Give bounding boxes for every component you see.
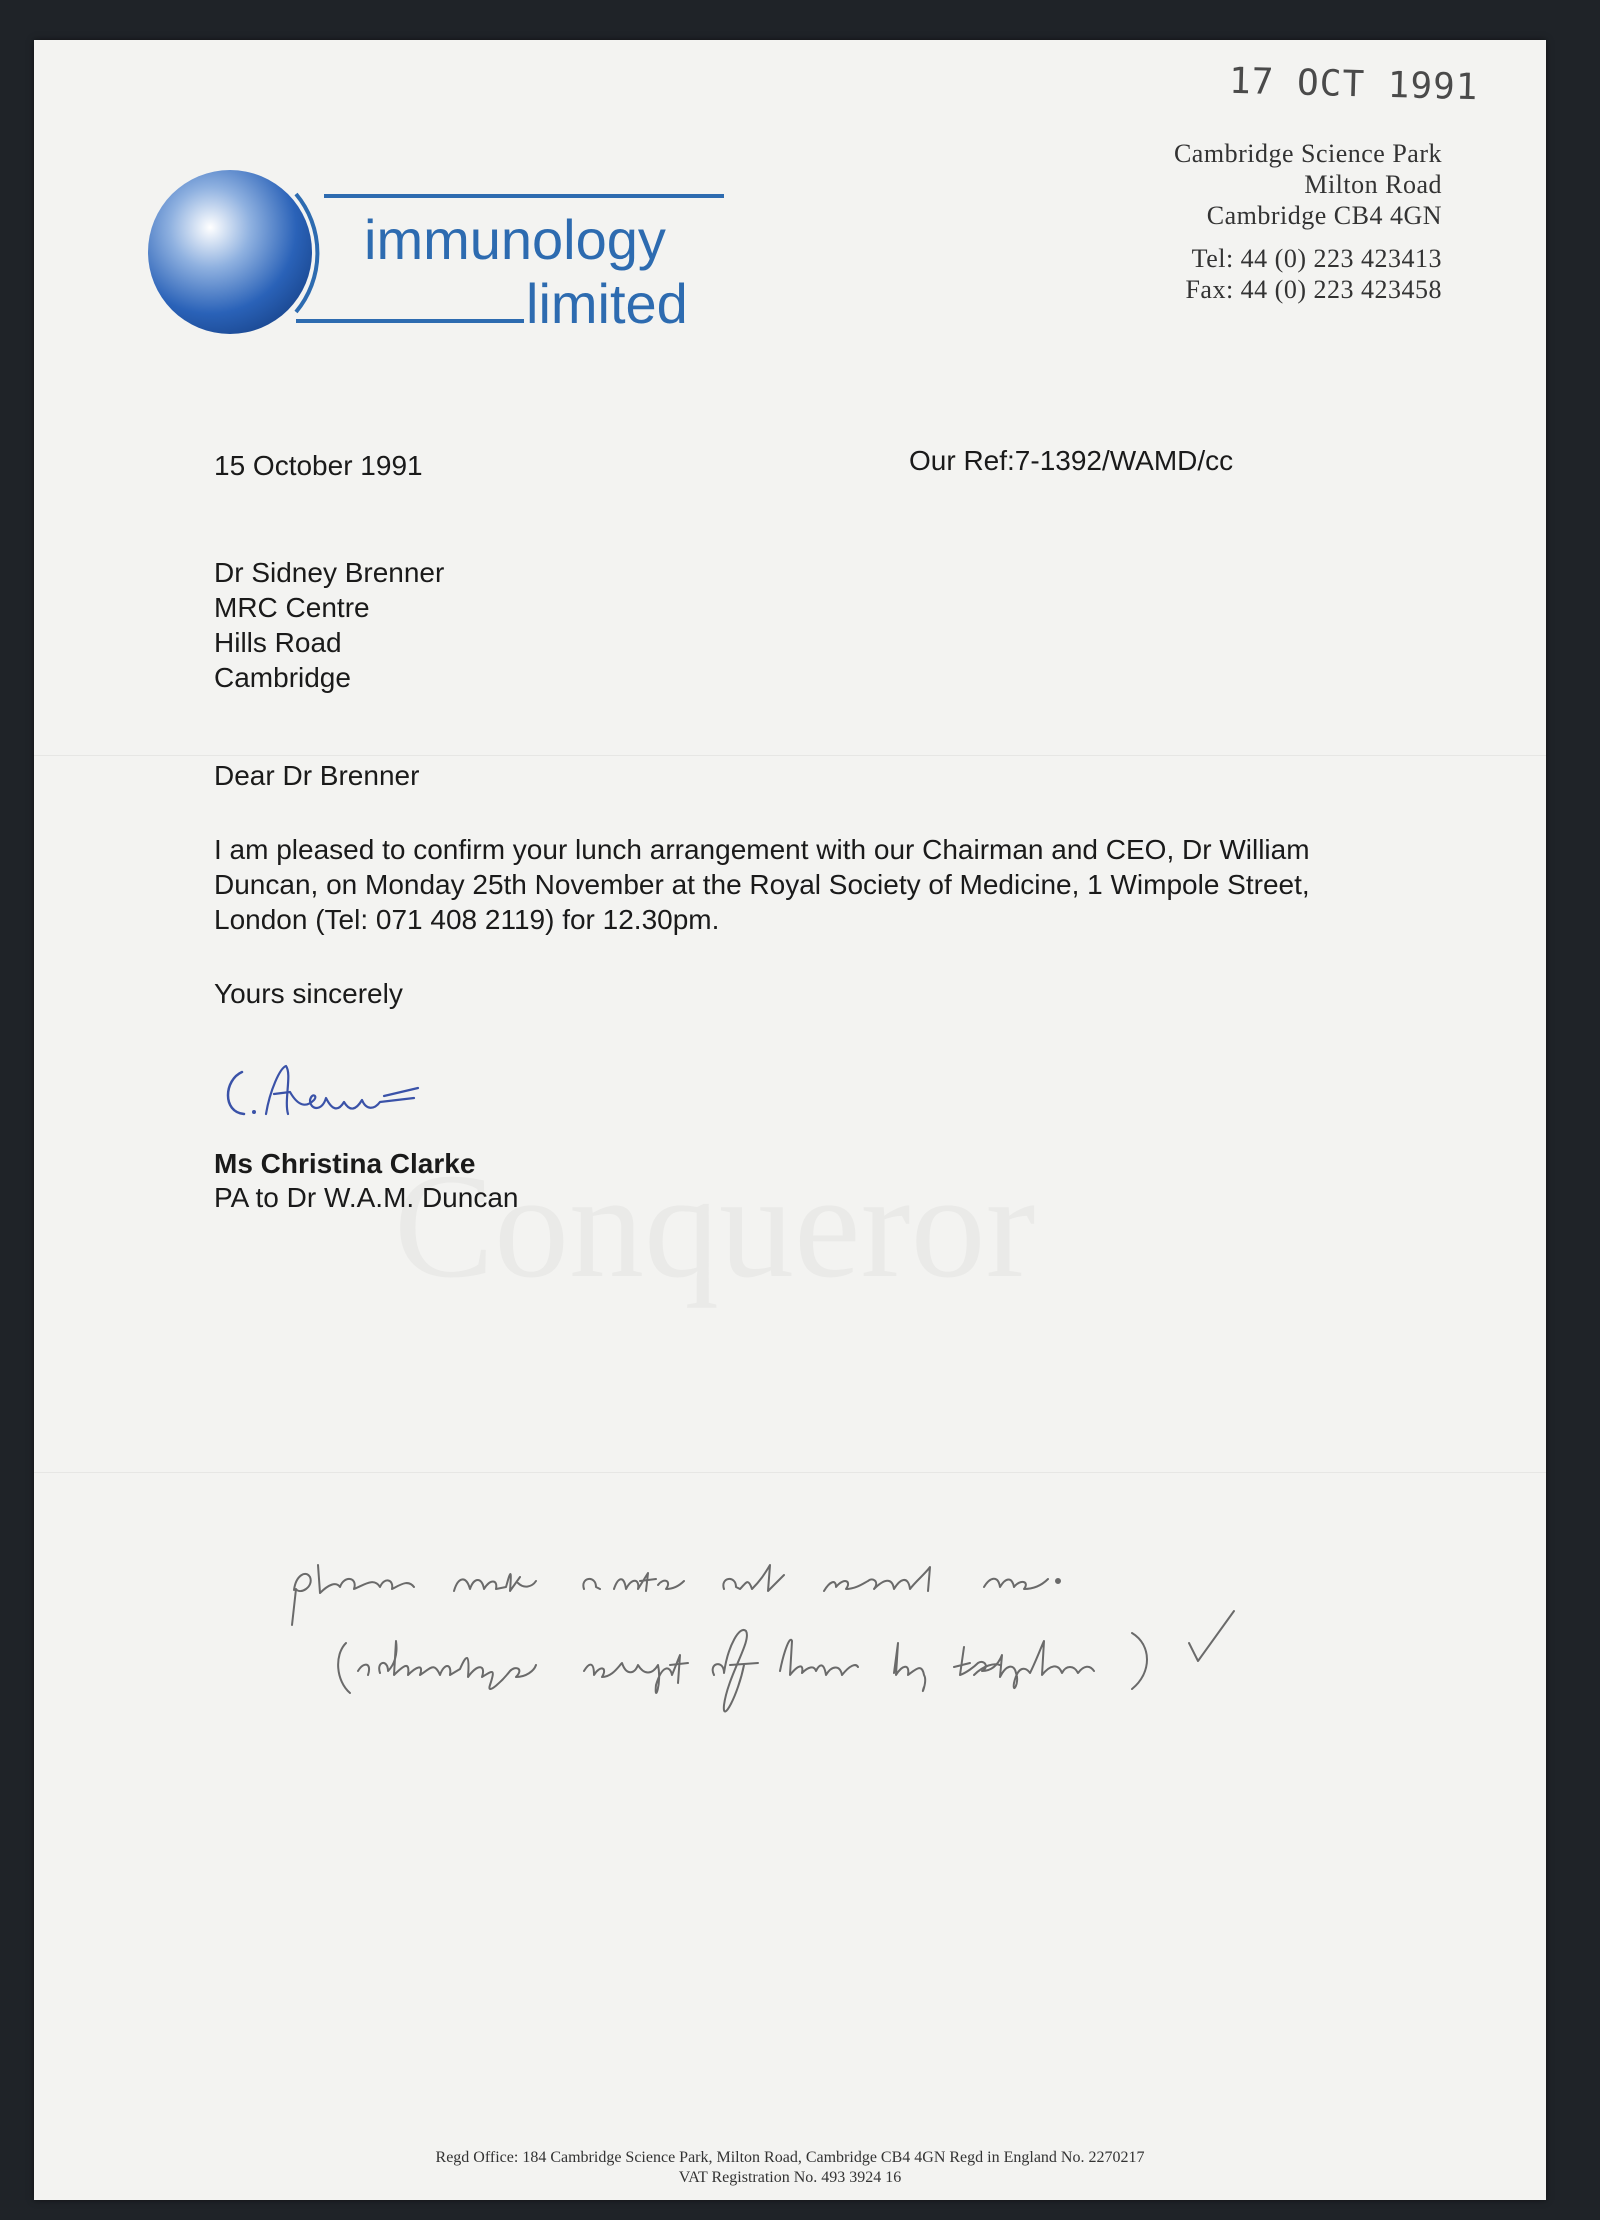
- address-line: Milton Road: [1304, 170, 1442, 199]
- note-line: [300, 1515, 319, 1516]
- recipient-address: [214, 555, 444, 695]
- footer-registration: [34, 2148, 1546, 2188]
- footer-line: VAT Registration No. 493 3924 16: [678, 2169, 902, 2186]
- closing: Yours sincerely: [214, 978, 403, 1009]
- letterhead-address: [842, 138, 1442, 305]
- company-logo: [146, 144, 726, 364]
- fold-line: [34, 1472, 1546, 1473]
- letter-body: I am pleased to confirm your lunch arrangement with our Chairman and CEO, Dr William Duncan, on Monday 25th November at the Royal Society of Medicine, 1 Wimpole Street, London (Tel: 071 408 2119) for 12.30pm.: [214, 834, 1310, 935]
- recipient-line: Cambridge: [214, 662, 351, 693]
- reference-number: Our Ref:7-1392/WAMD/cc: [909, 445, 1234, 476]
- letter-page: [34, 40, 1546, 2200]
- handwritten-annotation: [284, 1515, 1484, 1725]
- handwritten-signature: [214, 1050, 494, 1130]
- address-line: Cambridge Science Park: [1173, 139, 1442, 168]
- salutation: Dear Dr Brenner: [214, 760, 420, 791]
- recipient-line: Hills Road: [214, 627, 342, 658]
- signer-name: Ms Christina Clarke: [214, 1148, 476, 1179]
- recipient-line: MRC Centre: [214, 592, 370, 623]
- paper-watermark: [394, 1140, 1036, 1312]
- fold-line: [34, 755, 1546, 756]
- logo-wordmark-immunology: immunology: [364, 208, 666, 271]
- signer-title: PA to Dr W.A.M. Duncan: [214, 1182, 519, 1213]
- recipient-line: Dr Sidney Brenner: [214, 557, 445, 588]
- fax-number: Fax: 44 (0) 223 423458: [1185, 275, 1442, 304]
- footer-line: Regd Office: 184 Cambridge Science Park, Milton Road, Cambridge CB4 4GN Regd in England No. 2270217: [435, 2149, 1145, 2166]
- date-received-stamp: 17 OCT 1991: [1228, 60, 1479, 109]
- telephone-number: Tel: 44 (0) 223 423413: [1191, 244, 1442, 273]
- letter-date: 15 October 1991: [214, 450, 423, 481]
- note-line: [284, 1515, 300, 1516]
- logo-wordmark-limited: limited: [526, 272, 688, 335]
- address-line: Cambridge CB4 4GN: [1206, 201, 1442, 230]
- handwritten-note-text: [284, 1515, 1484, 1725]
